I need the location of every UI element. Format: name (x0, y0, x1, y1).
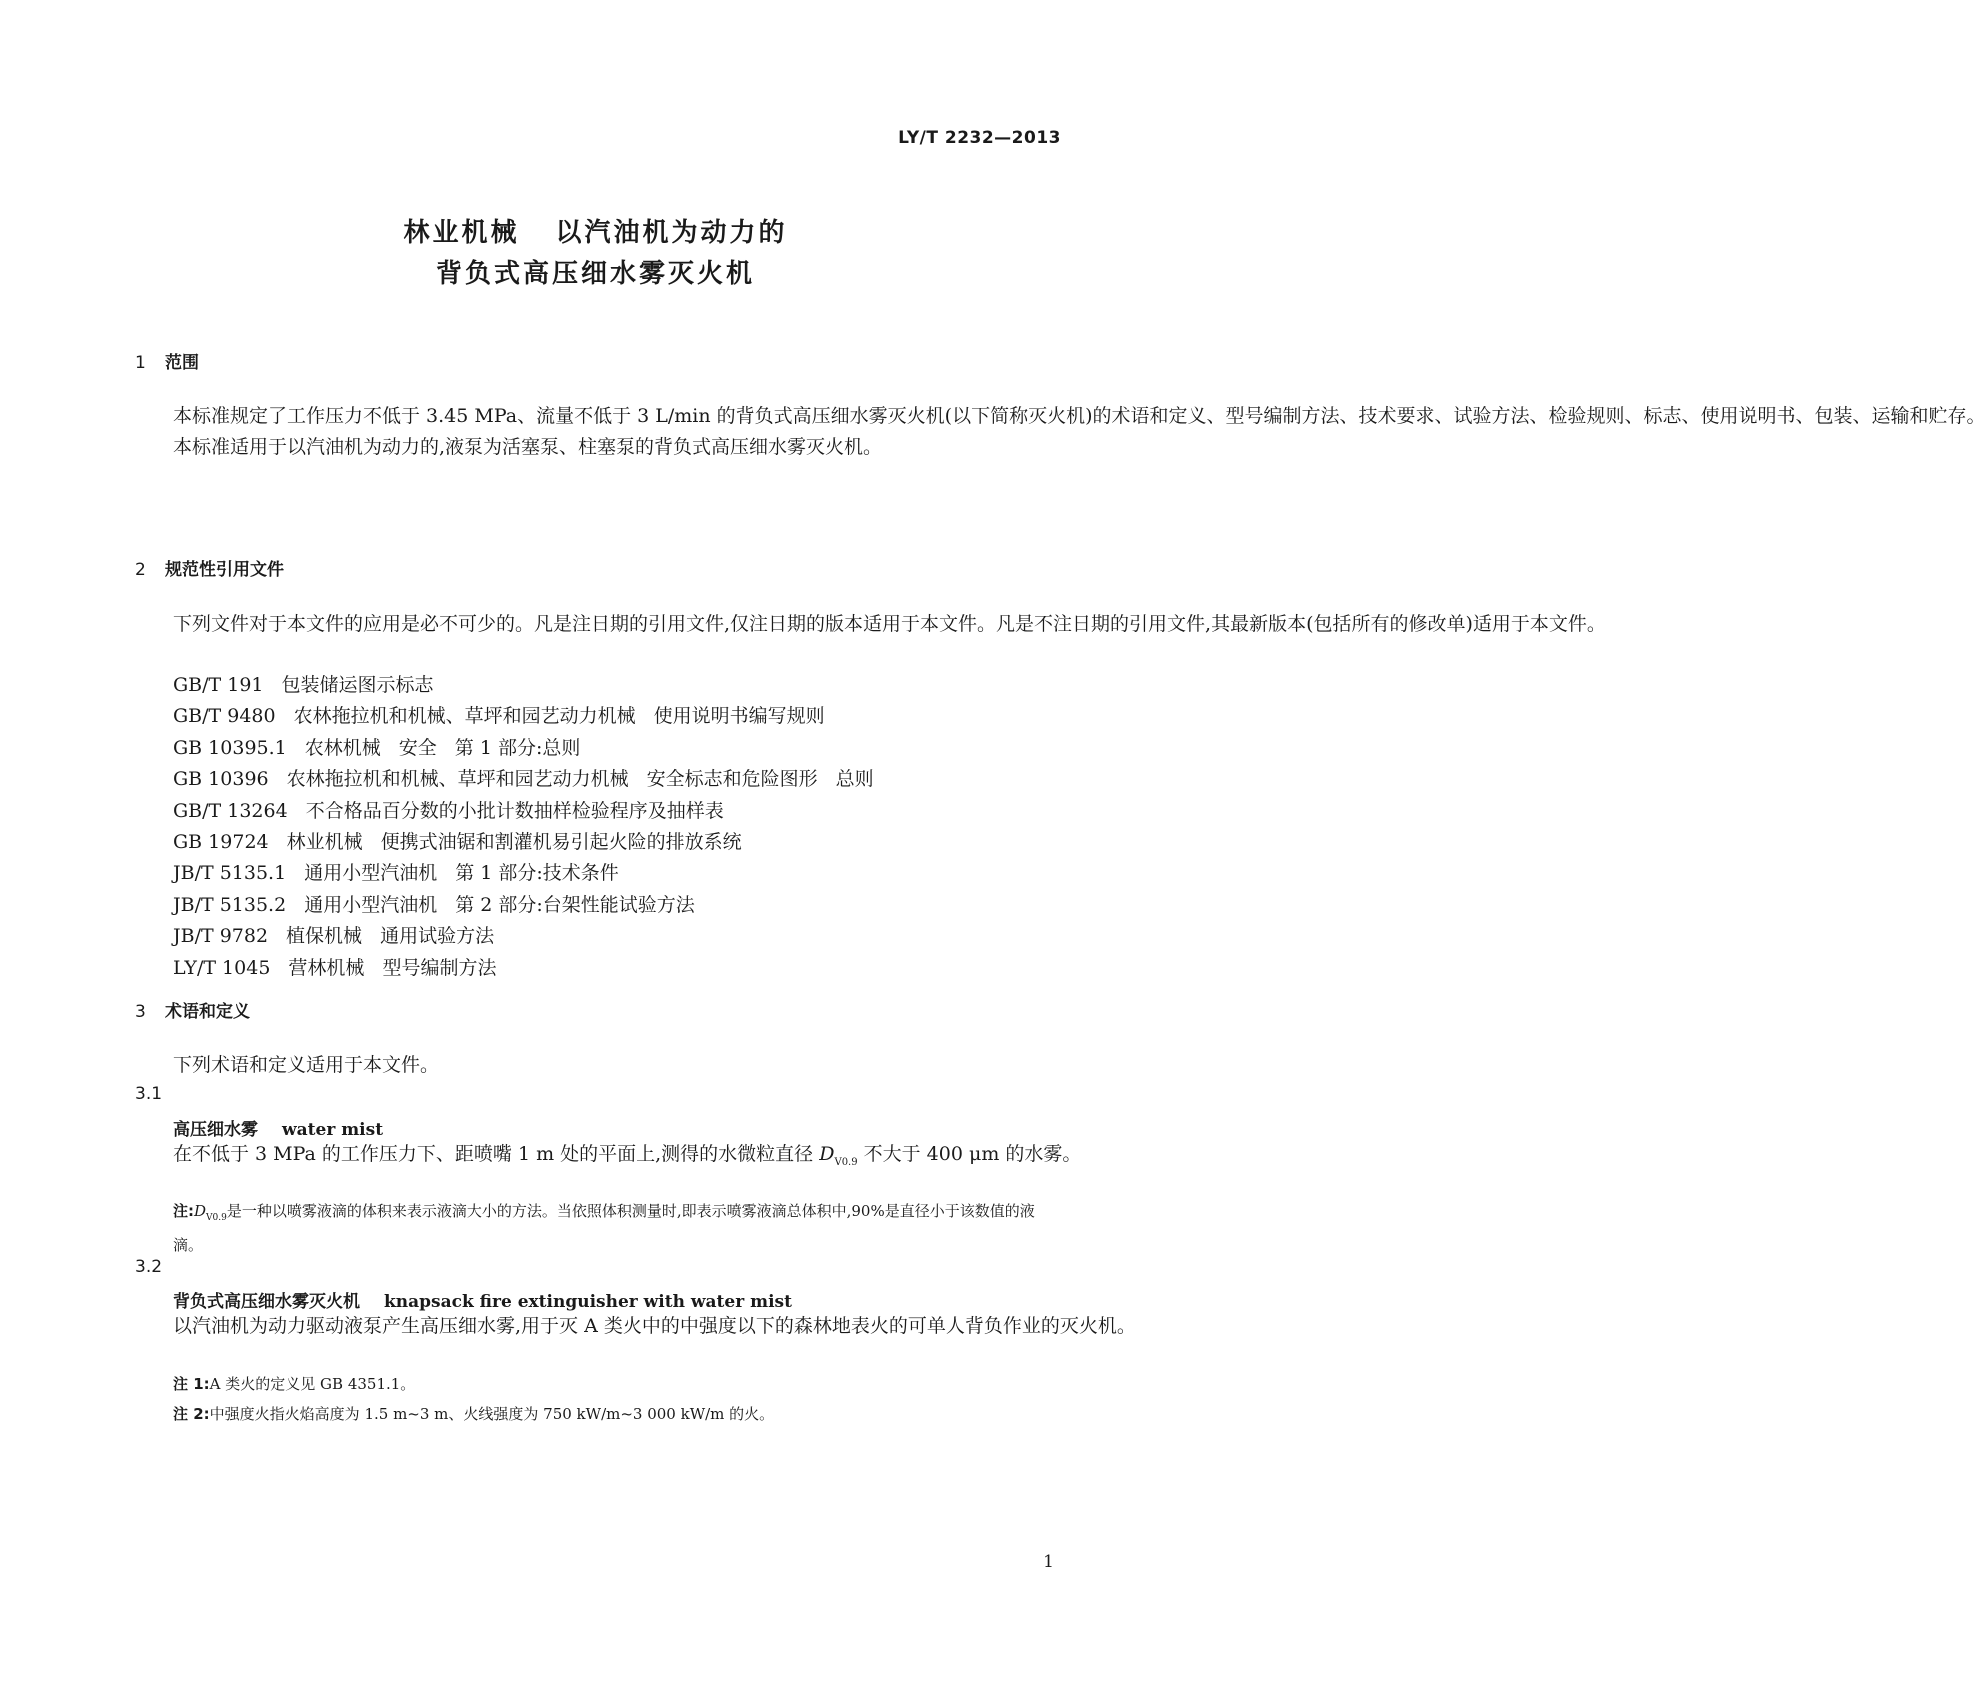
reference-item (173, 858, 874, 889)
reference-code: LY/T 1045 (173, 956, 271, 979)
reference-title: 通用小型汽油机 (304, 893, 438, 916)
reference-item (173, 796, 874, 827)
note-label: 注: (173, 1202, 194, 1220)
reference-subtitle: 第 2 部分:台架性能试验方法 (455, 893, 695, 916)
term-english: knapsack fire extinguisher with water mist (384, 1292, 792, 1312)
document-title-line2: 背负式高压细水雾灭火机 (435, 259, 755, 289)
reference-subtitle: 第 1 部分:技术条件 (455, 862, 619, 885)
reference-code: GB/T 191 (173, 674, 264, 696)
reference-code: GB/T 13264 (173, 799, 288, 822)
term-3-1-heading (173, 1115, 383, 1140)
reference-item (173, 733, 874, 764)
reference-subtitle: 便携式油锯和割灌机易引起火险的排放系统 (380, 831, 742, 854)
paragraph: 本标准规定了工作压力不低于 3.45 MPa、流量不低于 3 L/min 的背负式高压细水雾灭火机(以下简称灭火机)的术语和定义、型号编制方法、技术要求、试验方法、检验规则、标志、使用说明书、包装、运输和贮存。 (173, 405, 1985, 427)
note-text: 是一种以喷雾液滴的体积来表示液滴大小的方法。当依照体积测量时,即表示喷雾液滴总体积中,90%是直径小于该数值的液滴。 (173, 1202, 1035, 1254)
dv-subscript: V0.9 (206, 1213, 227, 1223)
note-text: A 类火的定义见 GB 4351.1。 (209, 1375, 416, 1393)
reference-subtitle: 通用试验方法 (380, 925, 495, 948)
reference-part: 总则 (835, 768, 874, 791)
reference-title: 通用小型汽油机 (304, 862, 438, 885)
definition-text (135, 1139, 1082, 1178)
term-english: water mist (282, 1120, 384, 1140)
section-3-intro (135, 1050, 1055, 1081)
section-2-heading (135, 555, 284, 580)
title-part-a: 林业机械 (403, 218, 520, 248)
note-text: 中强度火指火焰高度为 1.5 m~3 m、火线强度为 750 kW/m~3 000 kW/m 的火。 (209, 1405, 775, 1423)
reference-item (173, 921, 874, 952)
reference-item (173, 827, 874, 858)
reference-subtitle: 安全 (398, 736, 437, 759)
term-chinese: 背负式高压细水雾灭火机 (173, 1292, 360, 1312)
reference-code: GB 10395.1 (173, 736, 287, 759)
term-3-1-note (173, 1198, 1053, 1259)
definition-part-a: 在不低于 3 MPa 的工作压力下、距喷嘴 1 m 处的平面上,测得的水微粒直径 (173, 1143, 820, 1165)
reference-title: 农林机械 (304, 736, 381, 759)
dv-symbol: D (819, 1143, 835, 1165)
section-title: 规范性引用文件 (165, 560, 284, 580)
reference-title: 包装储运图示标志 (281, 674, 434, 696)
section-1-body (135, 401, 1985, 463)
term-3-2-definition (135, 1311, 1136, 1342)
definition-part-b: 不大于 400 μm 的水雾。 (857, 1143, 1082, 1165)
reference-list (173, 670, 874, 984)
paragraph: 本标准适用于以汽油机为动力的,液泵为活塞泵、柱塞泵的背负式高压细水雾灭火机。 (173, 436, 883, 458)
standard-code: LY/T 2232—2013 (898, 128, 1061, 148)
section-number: 3 (135, 1002, 146, 1022)
reference-title: 林业机械 (286, 831, 363, 854)
reference-subtitle: 使用说明书编写规则 (653, 705, 825, 728)
reference-title: 不合格品百分数的小批计数抽样检验程序及抽样表 (305, 799, 724, 822)
reference-item (173, 890, 874, 921)
reference-item (173, 670, 874, 701)
title-part-b: 以汽油机为动力的 (555, 218, 788, 248)
reference-title: 营林机械 (288, 956, 365, 979)
document-title-line1 (0, 212, 1191, 249)
term-3-1-number: 3.1 (135, 1084, 163, 1104)
term-3-1-definition (135, 1139, 1082, 1178)
section-title: 范围 (165, 353, 199, 373)
section-number: 1 (135, 353, 146, 373)
page-number: 1 (1043, 1552, 1054, 1572)
dv-symbol: D (194, 1202, 207, 1220)
reference-title: 植保机械 (286, 925, 363, 948)
definition-text: 以汽油机为动力驱动液泵产生高压细水雾,用于灭 A 类火中的中强度以下的森林地表火的可单人背负作业的灭火机。 (173, 1315, 1136, 1337)
note-line (173, 1198, 1053, 1259)
term-3-2-number: 3.2 (135, 1257, 163, 1277)
term-3-2-note-2 (173, 1401, 1053, 1428)
reference-code: GB 19724 (173, 831, 269, 854)
section-2-intro (135, 609, 1606, 640)
reference-code: GB/T 9480 (173, 705, 276, 728)
section-title: 术语和定义 (165, 1002, 250, 1022)
section-1-heading (135, 348, 199, 373)
note-label: 注 1: (173, 1375, 210, 1393)
paragraph: 下列文件对于本文件的应用是必不可少的。凡是注日期的引用文件,仅注日期的版本适用于本文件。凡是不注日期的引用文件,其最新版本(包括所有的修改单)适用于本文件。 (173, 613, 1606, 635)
reference-title: 农林拖拉机和机械、草坪和园艺动力机械 (286, 768, 629, 791)
section-3-heading (135, 997, 250, 1022)
term-chinese: 高压细水雾 (173, 1120, 258, 1140)
note-label: 注 2: (173, 1405, 210, 1423)
reference-code: JB/T 9782 (173, 925, 269, 948)
reference-subtitle: 型号编制方法 (382, 956, 497, 979)
term-3-2-heading (173, 1287, 792, 1312)
reference-item (173, 701, 874, 732)
reference-part: 第 1 部分:总则 (454, 736, 581, 759)
dv-subscript: V0.9 (834, 1156, 858, 1168)
reference-code: GB 10396 (173, 768, 269, 791)
reference-subtitle: 安全标志和危险图形 (646, 768, 818, 791)
term-3-2-note-1 (173, 1371, 1053, 1398)
reference-item (173, 764, 874, 795)
section-number: 2 (135, 560, 146, 580)
reference-title: 农林拖拉机和机械、草坪和园艺动力机械 (293, 705, 636, 728)
reference-code: JB/T 5135.1 (173, 862, 287, 885)
reference-item (173, 953, 874, 984)
paragraph: 下列术语和定义适用于本文件。 (173, 1054, 440, 1076)
reference-code: JB/T 5135.2 (173, 893, 287, 916)
